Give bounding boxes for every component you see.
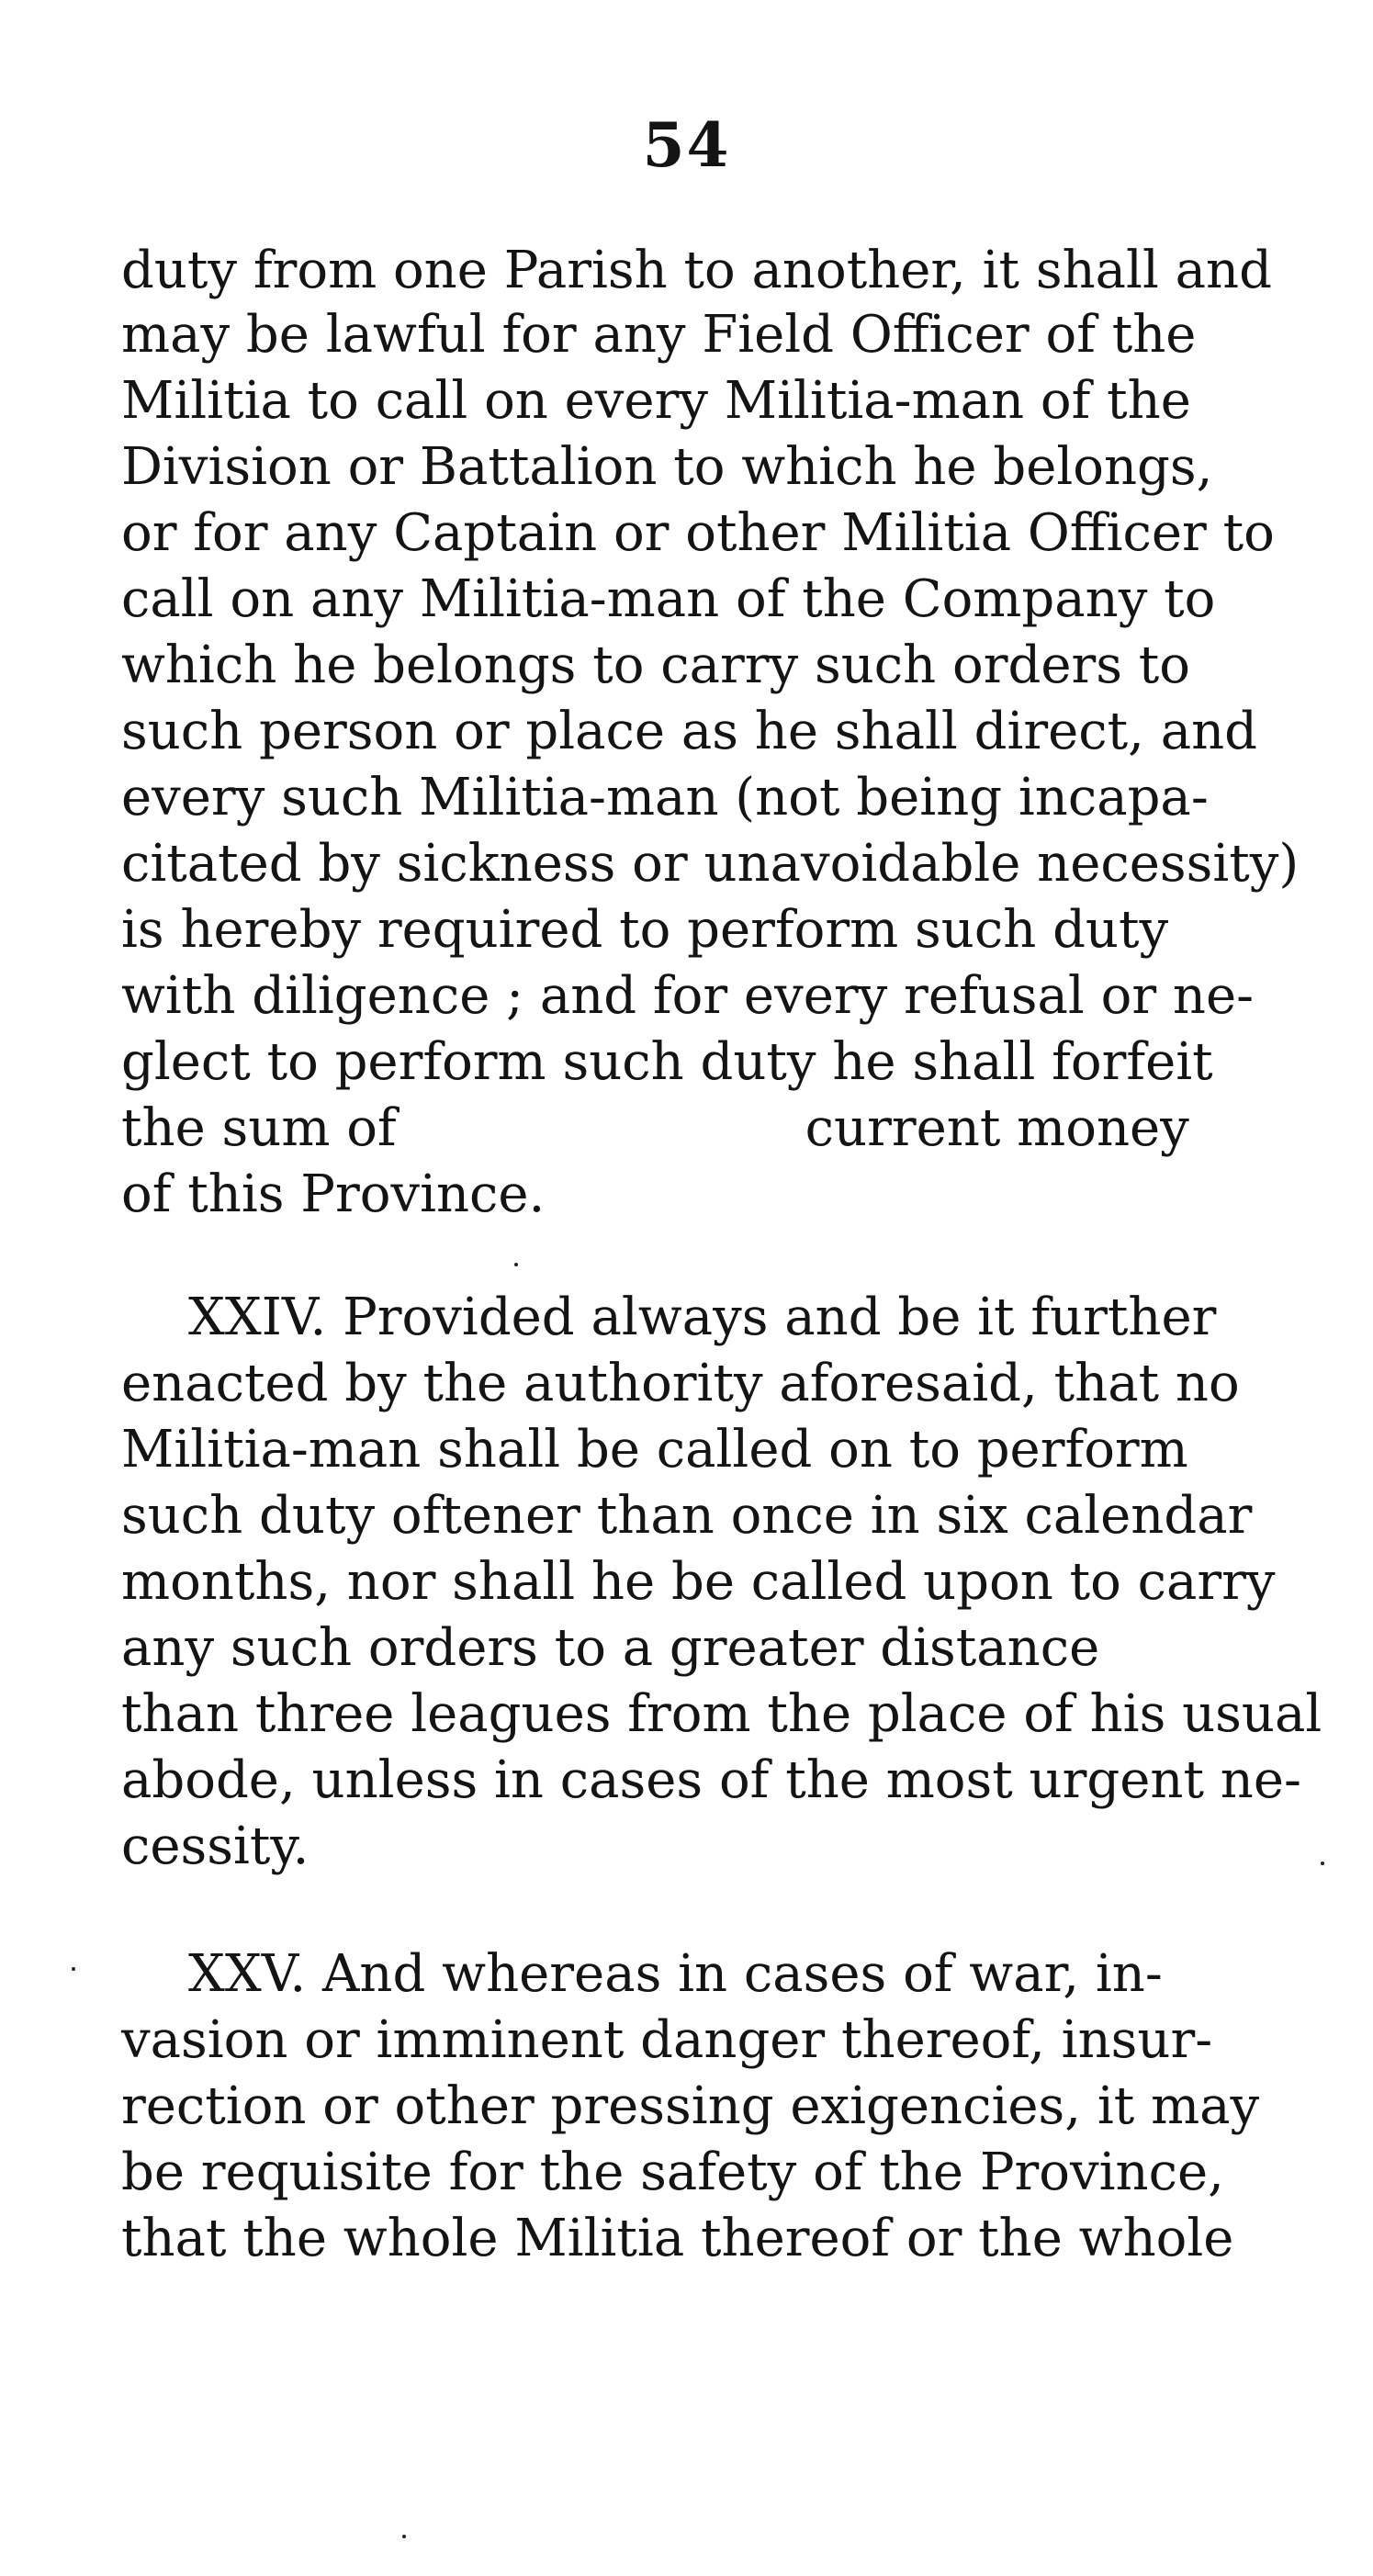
text-line: glect to perform such duty he shall forfeit bbox=[121, 1032, 1213, 1092]
print-speck bbox=[402, 2535, 406, 2538]
print-speck bbox=[1321, 1862, 1324, 1865]
text-line: Militia to call on every Militia-man of the bbox=[121, 371, 1191, 431]
text-line: that the whole Militia thereof or the whole bbox=[121, 2209, 1234, 2268]
text-line: Division or Battalion to which he belongs, bbox=[121, 437, 1213, 497]
text-line: be requisite for the safety of the Province, bbox=[121, 2143, 1224, 2202]
text-line: which he belongs to carry such orders to bbox=[121, 636, 1190, 695]
text-line: call on any Militia-man of the Company to bbox=[121, 569, 1216, 629]
text-line: than three leagues from the place of his usual bbox=[121, 1684, 1322, 1744]
text-line: the sum of current money bbox=[121, 1098, 1189, 1158]
text-line: any such orders to a greater distance bbox=[121, 1618, 1100, 1678]
print-speck bbox=[514, 1263, 518, 1266]
text-line: every such Militia-man (not being incapa- bbox=[121, 768, 1209, 827]
text-line: XXIV. Provided always and be it further bbox=[188, 1288, 1217, 1347]
text-line: or for any Captain or other Militia Officer to bbox=[121, 503, 1275, 563]
text-line: with diligence ; and for every refusal or ne- bbox=[121, 966, 1255, 1026]
text-line: such person or place as he shall direct, and bbox=[121, 702, 1258, 761]
text-line: vasion or imminent danger thereof, insur- bbox=[121, 2010, 1213, 2070]
text-line: months, nor shall he be called upon to carry bbox=[121, 1552, 1276, 1612]
text-line: rection or other pressing exigencies, it may bbox=[121, 2076, 1260, 2136]
text-line: cessity. bbox=[121, 1817, 309, 1876]
text-line: may be lawful for any Field Officer of the bbox=[121, 305, 1197, 365]
print-speck bbox=[72, 1967, 75, 1971]
page-number: 54 bbox=[642, 109, 731, 181]
text-line: citated by sickness or unavoidable necessity) bbox=[121, 834, 1300, 894]
text-line: Militia-man shall be called on to perform bbox=[121, 1420, 1188, 1479]
text-line: duty from one Parish to another, it shall and bbox=[121, 241, 1272, 300]
text-line: is hereby required to perform such duty bbox=[121, 900, 1169, 960]
text-line: abode, unless in cases of the most urgent ne- bbox=[121, 1750, 1301, 1810]
text-line: of this Province. bbox=[121, 1164, 546, 1224]
text-line: enacted by the authority aforesaid, that no bbox=[121, 1354, 1240, 1413]
text-line: XXV. And whereas in cases of war, in- bbox=[188, 1944, 1163, 2004]
text-line: such duty oftener than once in six calendar bbox=[121, 1486, 1253, 1546]
